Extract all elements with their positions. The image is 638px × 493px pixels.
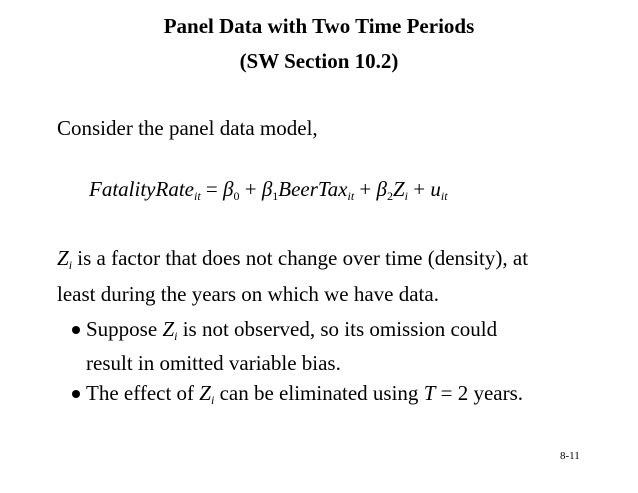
eq-u-sub: it (440, 189, 448, 203)
z-description-line1 (57, 246, 528, 271)
z-description-text: is a factor that does not change over time (density), at (72, 246, 529, 270)
intro-text: Consider the panel data model, (57, 116, 318, 140)
eq-beta0: β (223, 177, 234, 201)
eq-beta2: β (376, 177, 387, 201)
slide-title: Panel Data with Two Time Periods (163, 14, 475, 38)
eq-plus: + (239, 177, 262, 201)
bullet-2-text-end: = 2 years. (435, 381, 524, 405)
bullet-item-1-continuation: result in omitted variable bias. (86, 351, 341, 375)
z-subscript: i (68, 258, 73, 272)
z-subscript: i (174, 329, 178, 343)
eq-lhs-sub: it (193, 189, 201, 203)
model-equation (89, 177, 448, 202)
eq-beta1: β (261, 177, 273, 201)
z-symbol: Z (57, 246, 69, 270)
eq-plus: + (408, 177, 431, 201)
eq-equals: = (200, 177, 223, 201)
z-symbol: Z (162, 317, 175, 341)
eq-z: Z (392, 177, 405, 201)
slide-subtitle: (SW Section 10.2) (239, 49, 399, 73)
z-subscript: i (210, 393, 215, 407)
eq-beertax: BeerTax (278, 177, 348, 201)
eq-lhs: FatalityRate (89, 177, 194, 201)
z-description-line2: least during the years on which we have data. (57, 282, 439, 306)
bullet-1-text: Suppose (86, 317, 163, 341)
t-symbol: T (423, 381, 436, 405)
bullet-1-text-rest: is not observed, so its omission could (177, 317, 498, 341)
eq-z-sub: i (404, 189, 409, 203)
bullet-2-text-mid: can be eliminated using (214, 381, 424, 405)
bullet-icon (72, 326, 80, 334)
bullet-item-1 (72, 317, 497, 342)
eq-beertax-sub: it (347, 189, 355, 203)
eq-beta0-sub: 0 (233, 189, 240, 203)
eq-beta2-sub: 2 (386, 189, 393, 203)
eq-u: u (430, 177, 441, 201)
eq-beta1-sub: 1 (272, 189, 279, 203)
bullet-item-2 (72, 381, 523, 406)
bullet-2-text: The effect of (86, 381, 200, 405)
z-symbol: Z (199, 381, 211, 405)
page-number: 8-11 (560, 450, 580, 462)
bullet-icon (72, 390, 80, 398)
eq-plus: + (354, 177, 377, 201)
